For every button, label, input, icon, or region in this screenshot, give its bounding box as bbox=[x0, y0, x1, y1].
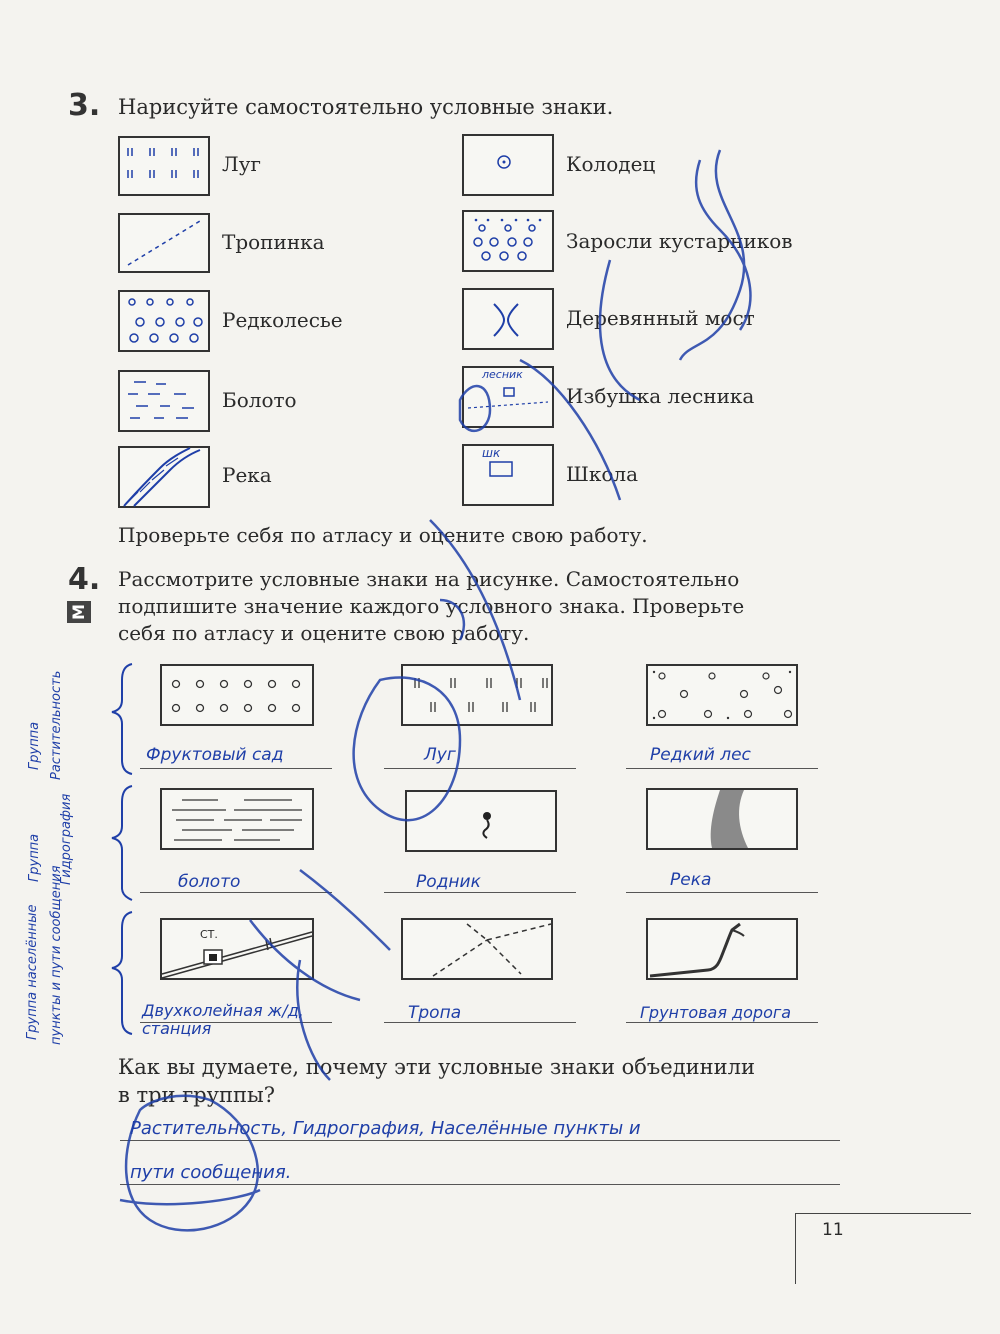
sign-box-path bbox=[118, 213, 210, 273]
answer-line-5 bbox=[384, 892, 576, 893]
hut-sketch-text: лесник bbox=[482, 368, 523, 381]
shrubs-sketch bbox=[464, 212, 552, 270]
sign-meadow bbox=[401, 664, 553, 726]
answer-line-3 bbox=[626, 768, 818, 769]
trail-symbol bbox=[403, 920, 551, 978]
school-sketch bbox=[464, 446, 552, 504]
question-answer-1: Растительность, Гидрография, Населённые пункты и bbox=[130, 1118, 641, 1139]
sign-box-river bbox=[118, 446, 210, 508]
sign-label-river: Река bbox=[222, 463, 272, 487]
task3-title: Нарисуйте самостоятельно условные знаки. bbox=[118, 95, 614, 119]
answer-line-6 bbox=[626, 892, 818, 893]
bridge-sketch bbox=[464, 290, 552, 348]
sign-label-meadow: Луг bbox=[222, 152, 261, 176]
meadow-sketch bbox=[120, 138, 208, 194]
path-sketch bbox=[120, 215, 208, 271]
spring-symbol bbox=[407, 792, 555, 850]
swamp-symbol bbox=[162, 790, 312, 848]
sign-box-school bbox=[462, 444, 554, 506]
answer-line-q1 bbox=[120, 1140, 840, 1141]
group-label-1-line2: Растительность bbox=[49, 670, 64, 780]
task3-check: Проверьте себя по атласу и оцените свою работу. bbox=[118, 523, 648, 547]
task4-text-3: себя по атласу и оцените свою работу. bbox=[118, 621, 530, 645]
question-line-2: в три группы? bbox=[118, 1083, 275, 1107]
group-label-3-line2: пункты и пути сообщения bbox=[49, 865, 64, 1045]
sparse-forest-sketch bbox=[120, 292, 208, 350]
sign-box-meadow bbox=[118, 136, 210, 196]
meadow-symbol bbox=[403, 666, 551, 724]
sign-label-shrubs: Заросли кустарников bbox=[566, 229, 793, 253]
answer-line-2 bbox=[384, 768, 576, 769]
group-label-2-line1: Группа bbox=[27, 833, 42, 882]
answer-line-1 bbox=[140, 768, 332, 769]
sign-label-bridge: Деревянный мост bbox=[566, 306, 755, 330]
sign-label-forester-hut: Избушка лесника bbox=[566, 384, 755, 408]
answer-trail: Тропа bbox=[408, 1003, 462, 1023]
task4-badge: М bbox=[67, 601, 91, 623]
task3-number: 3. bbox=[68, 88, 101, 123]
sign-label-path: Тропинка bbox=[222, 230, 325, 254]
sign-box-well bbox=[462, 134, 554, 196]
question-line-1: Как вы думаете, почему эти условные знаки объединили bbox=[118, 1055, 755, 1079]
group-braces bbox=[100, 660, 140, 1040]
railway-symbol bbox=[162, 920, 312, 978]
sign-trail bbox=[401, 918, 553, 980]
sign-label-sparse-forest: Редколесье bbox=[222, 308, 343, 332]
answer-spring: Родник bbox=[416, 872, 481, 892]
sign-label-well: Колодец bbox=[566, 152, 656, 176]
answer-sparse-forest: Редкий лес bbox=[650, 745, 751, 765]
task4-number: 4. bbox=[68, 562, 101, 597]
sign-railway bbox=[160, 918, 314, 980]
answer-swamp: болото bbox=[178, 872, 241, 892]
orchard-symbol bbox=[162, 666, 312, 724]
swamp-sketch bbox=[120, 372, 208, 430]
sign-spring bbox=[405, 790, 557, 852]
answer-line-4 bbox=[140, 892, 332, 893]
task4-text-2: подпишите значение каждого условного знака. Проверьте bbox=[118, 594, 745, 618]
answer-meadow: Луг bbox=[424, 745, 456, 765]
sign-swamp bbox=[160, 788, 314, 850]
group-label-1-line1: Группа bbox=[27, 721, 42, 770]
sign-label-swamp: Болото bbox=[222, 388, 297, 412]
school-sketch-text: шк bbox=[482, 446, 501, 460]
answer-railway: Двухколейная ж/д, станция bbox=[142, 1001, 304, 1038]
river-symbol bbox=[648, 790, 796, 848]
answer-river: Река bbox=[670, 870, 712, 890]
sign-sparse-forest bbox=[646, 664, 798, 726]
page-number: 11 bbox=[822, 1220, 844, 1240]
task4-text-1: Рассмотрите условные знаки на рисунке. Самостоятельно bbox=[118, 567, 740, 591]
answer-line-9 bbox=[626, 1022, 818, 1023]
answer-line-q2 bbox=[120, 1184, 840, 1185]
river-sketch bbox=[120, 448, 208, 506]
sign-box-shrubs bbox=[462, 210, 554, 272]
sign-orchard bbox=[160, 664, 314, 726]
sparse-forest-symbol bbox=[648, 666, 796, 724]
group-label-2-line2: Гидрография bbox=[59, 793, 74, 885]
sign-box-bridge bbox=[462, 288, 554, 350]
answer-orchard: Фруктовый сад bbox=[146, 745, 284, 765]
question-answer-2: пути сообщения. bbox=[130, 1162, 292, 1183]
dirt-road-symbol bbox=[648, 920, 796, 978]
sign-box-forester-hut bbox=[462, 366, 554, 428]
station-label: СТ. bbox=[200, 928, 218, 941]
sign-river bbox=[646, 788, 798, 850]
sign-dirt-road bbox=[646, 918, 798, 980]
well-sketch bbox=[464, 136, 552, 194]
sign-label-school: Школа bbox=[566, 462, 638, 486]
sign-box-swamp bbox=[118, 370, 210, 432]
group-label-3-line1: Группа населённые bbox=[25, 904, 40, 1040]
answer-dirt-road: Грунтовая дорога bbox=[640, 1003, 792, 1022]
sign-box-sparse-forest bbox=[118, 290, 210, 352]
